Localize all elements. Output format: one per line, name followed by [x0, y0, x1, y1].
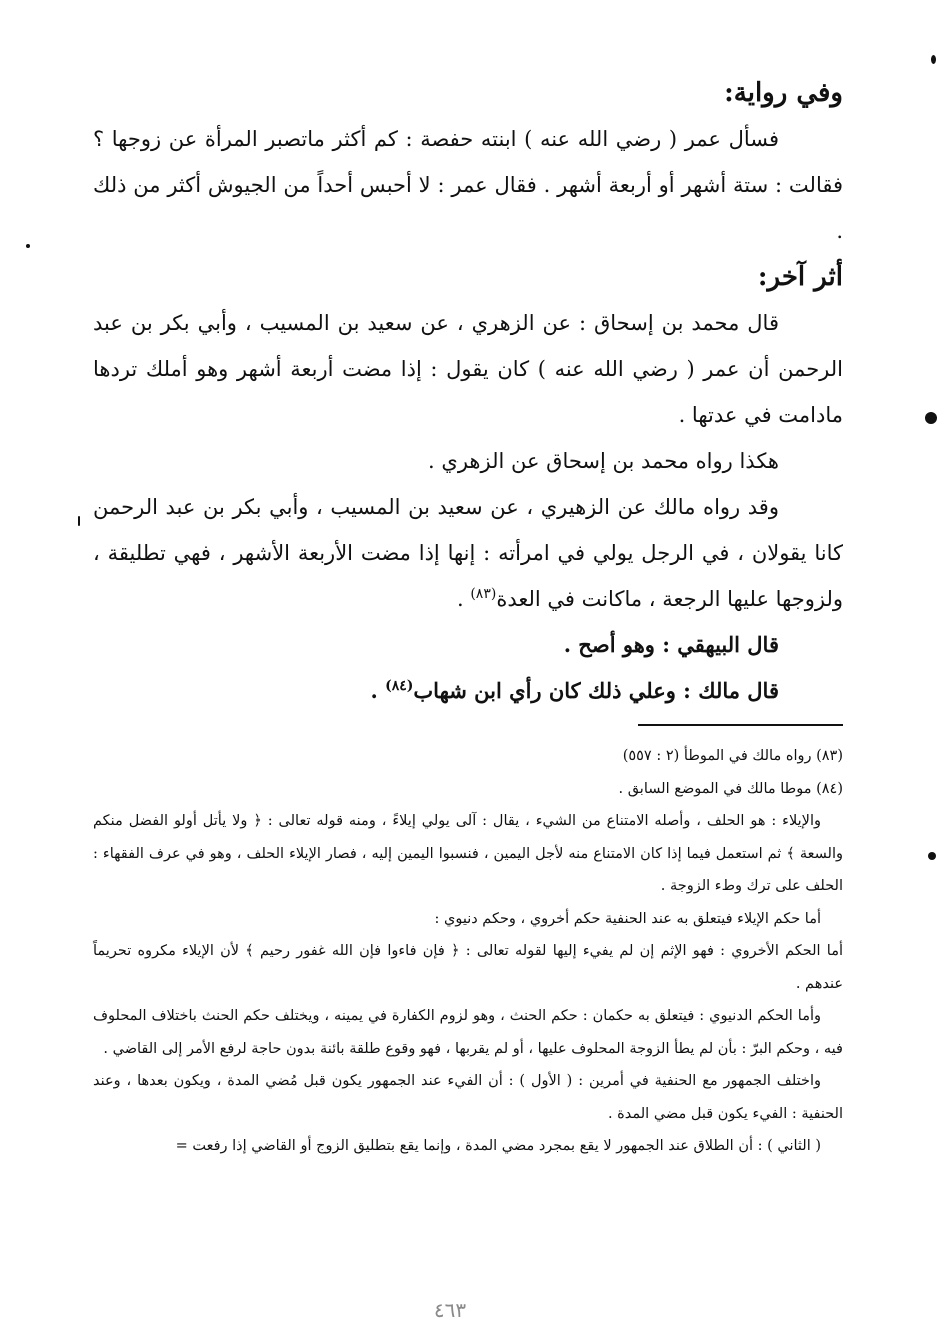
footnote-83: (٨٣) رواه مالك في الموطأ (٢ : ٥٥٧)	[622, 748, 843, 764]
footnote-worldly-ruling: وأما الحكم الدنيوي : فيتعلق به حكمان : حكم الحنث ، وهو لزوم الكفارة في يمينه ، ويختلف حكم الحنث باختلاف المحلوف فيه ، وحكم البرّ : بأن لم يطأ الزوجة المحلوف عليها ، أو لم يقربها ، فهو وقوع طلقة بائنة بدون حاجة لرفع الأمر إلى القاضي .	[93, 1008, 843, 1057]
footnote-afterlife-ruling: أما الحكم الأخروي : فهو الإثم إن لم يفيء إليها لقوله تعالى : ﴿ فإن فاءوا فإن الله غفور رحيم ﴾ لأن الإيلاء مكروه تحريماً عندهم .	[93, 943, 843, 992]
footnote-disagreement: واختلف الجمهور مع الحنفية في أمرين : ( الأول ) : أن الفيء عند الجمهور يكون قبل مُضي المدة ، ويكون بعدها ، وعند الحنفية : الفيء يكون قبل مضي المدة .	[93, 1073, 843, 1122]
scan-speck-icon	[925, 412, 937, 424]
paragraph-malik-narration	[93, 484, 843, 622]
paragraph-hafsa: فسأل عمر ( رضي الله عنه ) ابنته حفصة : كم أكثر ماتصبر المرأة عن زوجها ؟ فقالت : ستة أشهر أو أربعة أشهر . فقال عمر : لا أحبس أحداً من الجيوش أكثر من ذلك .	[93, 127, 843, 243]
paragraph-ibn-ishaq: قال محمد بن إسحاق : عن الزهري ، عن سعيد بن المسيب ، وأبي بكر بن عبد الرحمن أن عمر ( رضي الله عنه ) كان يقول : إذا مضت أربعة أشهر وهو أملك تردها مادامت في عدتها .	[93, 311, 843, 427]
paragraph-malik-text: وقد رواه مالك عن الزهيري ، عن سعيد بن المسيب ، وأبي بكر بن عبد الرحمن كانا يقولان ، في الرجل يولي في امرأته : إنها إذا مضت الأربعة الأشهر ، فهي تطليقة ، ولزوجها عليها الرجعة ، ماكانت في العدة	[93, 495, 843, 611]
footnote-84: (٨٤) موطا مالك في الموضع السابق .	[618, 780, 843, 797]
footnotes	[93, 740, 843, 1163]
paragraph-malik-opinion-text: قال مالك : وعلي ذلك كان رأي ابن شهاب	[413, 678, 779, 703]
main-text	[93, 70, 843, 714]
footnote-ref-83: (٨٣)	[470, 586, 497, 602]
scan-speck-icon	[928, 852, 936, 860]
page-number: ٤٦٣	[433, 1298, 467, 1322]
paragraph-malik-end: .	[456, 587, 471, 611]
footnote-divider	[638, 724, 843, 726]
footnote-ila-definition: والإيلاء : هو الحلف ، وأصله الامتناع من الشيء ، يقال : آلى يولي إيلاءً ، ومنه قوله تعالى : ﴿ ولا يأتل أولو الفضل منكم والسعة ﴾ ثم استعمل فيما إذا كان الامتناع منه لأجل اليمين ، فنسبوا اليمين إليه ، فصار الإيلاء الحلف ، وهو في عرف الفقهاء : الحلف على ترك وطء الزوجة .	[93, 813, 843, 894]
heading-narration: وفي رواية:	[724, 78, 843, 108]
paragraph-malik-opinion-end: .	[370, 678, 386, 703]
scan-speck-icon	[78, 516, 80, 526]
footnote-ila-ruling: أما حكم الإيلاء فيتعلق به عند الحنفية حكم أخروي ، وحكم دنيوي :	[434, 910, 821, 927]
scan-speck-icon	[26, 244, 30, 248]
paragraph-bayhaqi: قال البيهقي : وهو أصح .	[563, 632, 779, 657]
heading-another-athar: أثر آخر:	[757, 262, 843, 292]
scan-speck-icon	[931, 55, 936, 64]
footnote-second-point: ( الثاني ) : أن الطلاق عند الجمهور لا يقع بمجرد مضي المدة ، وإنما يقع بتطليق الزوج أو القاضي إذا رفعت =	[175, 1138, 821, 1154]
paragraph-narration-note: هكذا رواه محمد بن إسحاق عن الزهري .	[428, 449, 779, 473]
footnote-ref-84: (٨٤)	[385, 678, 414, 694]
paragraph-malik-opinion	[93, 668, 843, 714]
